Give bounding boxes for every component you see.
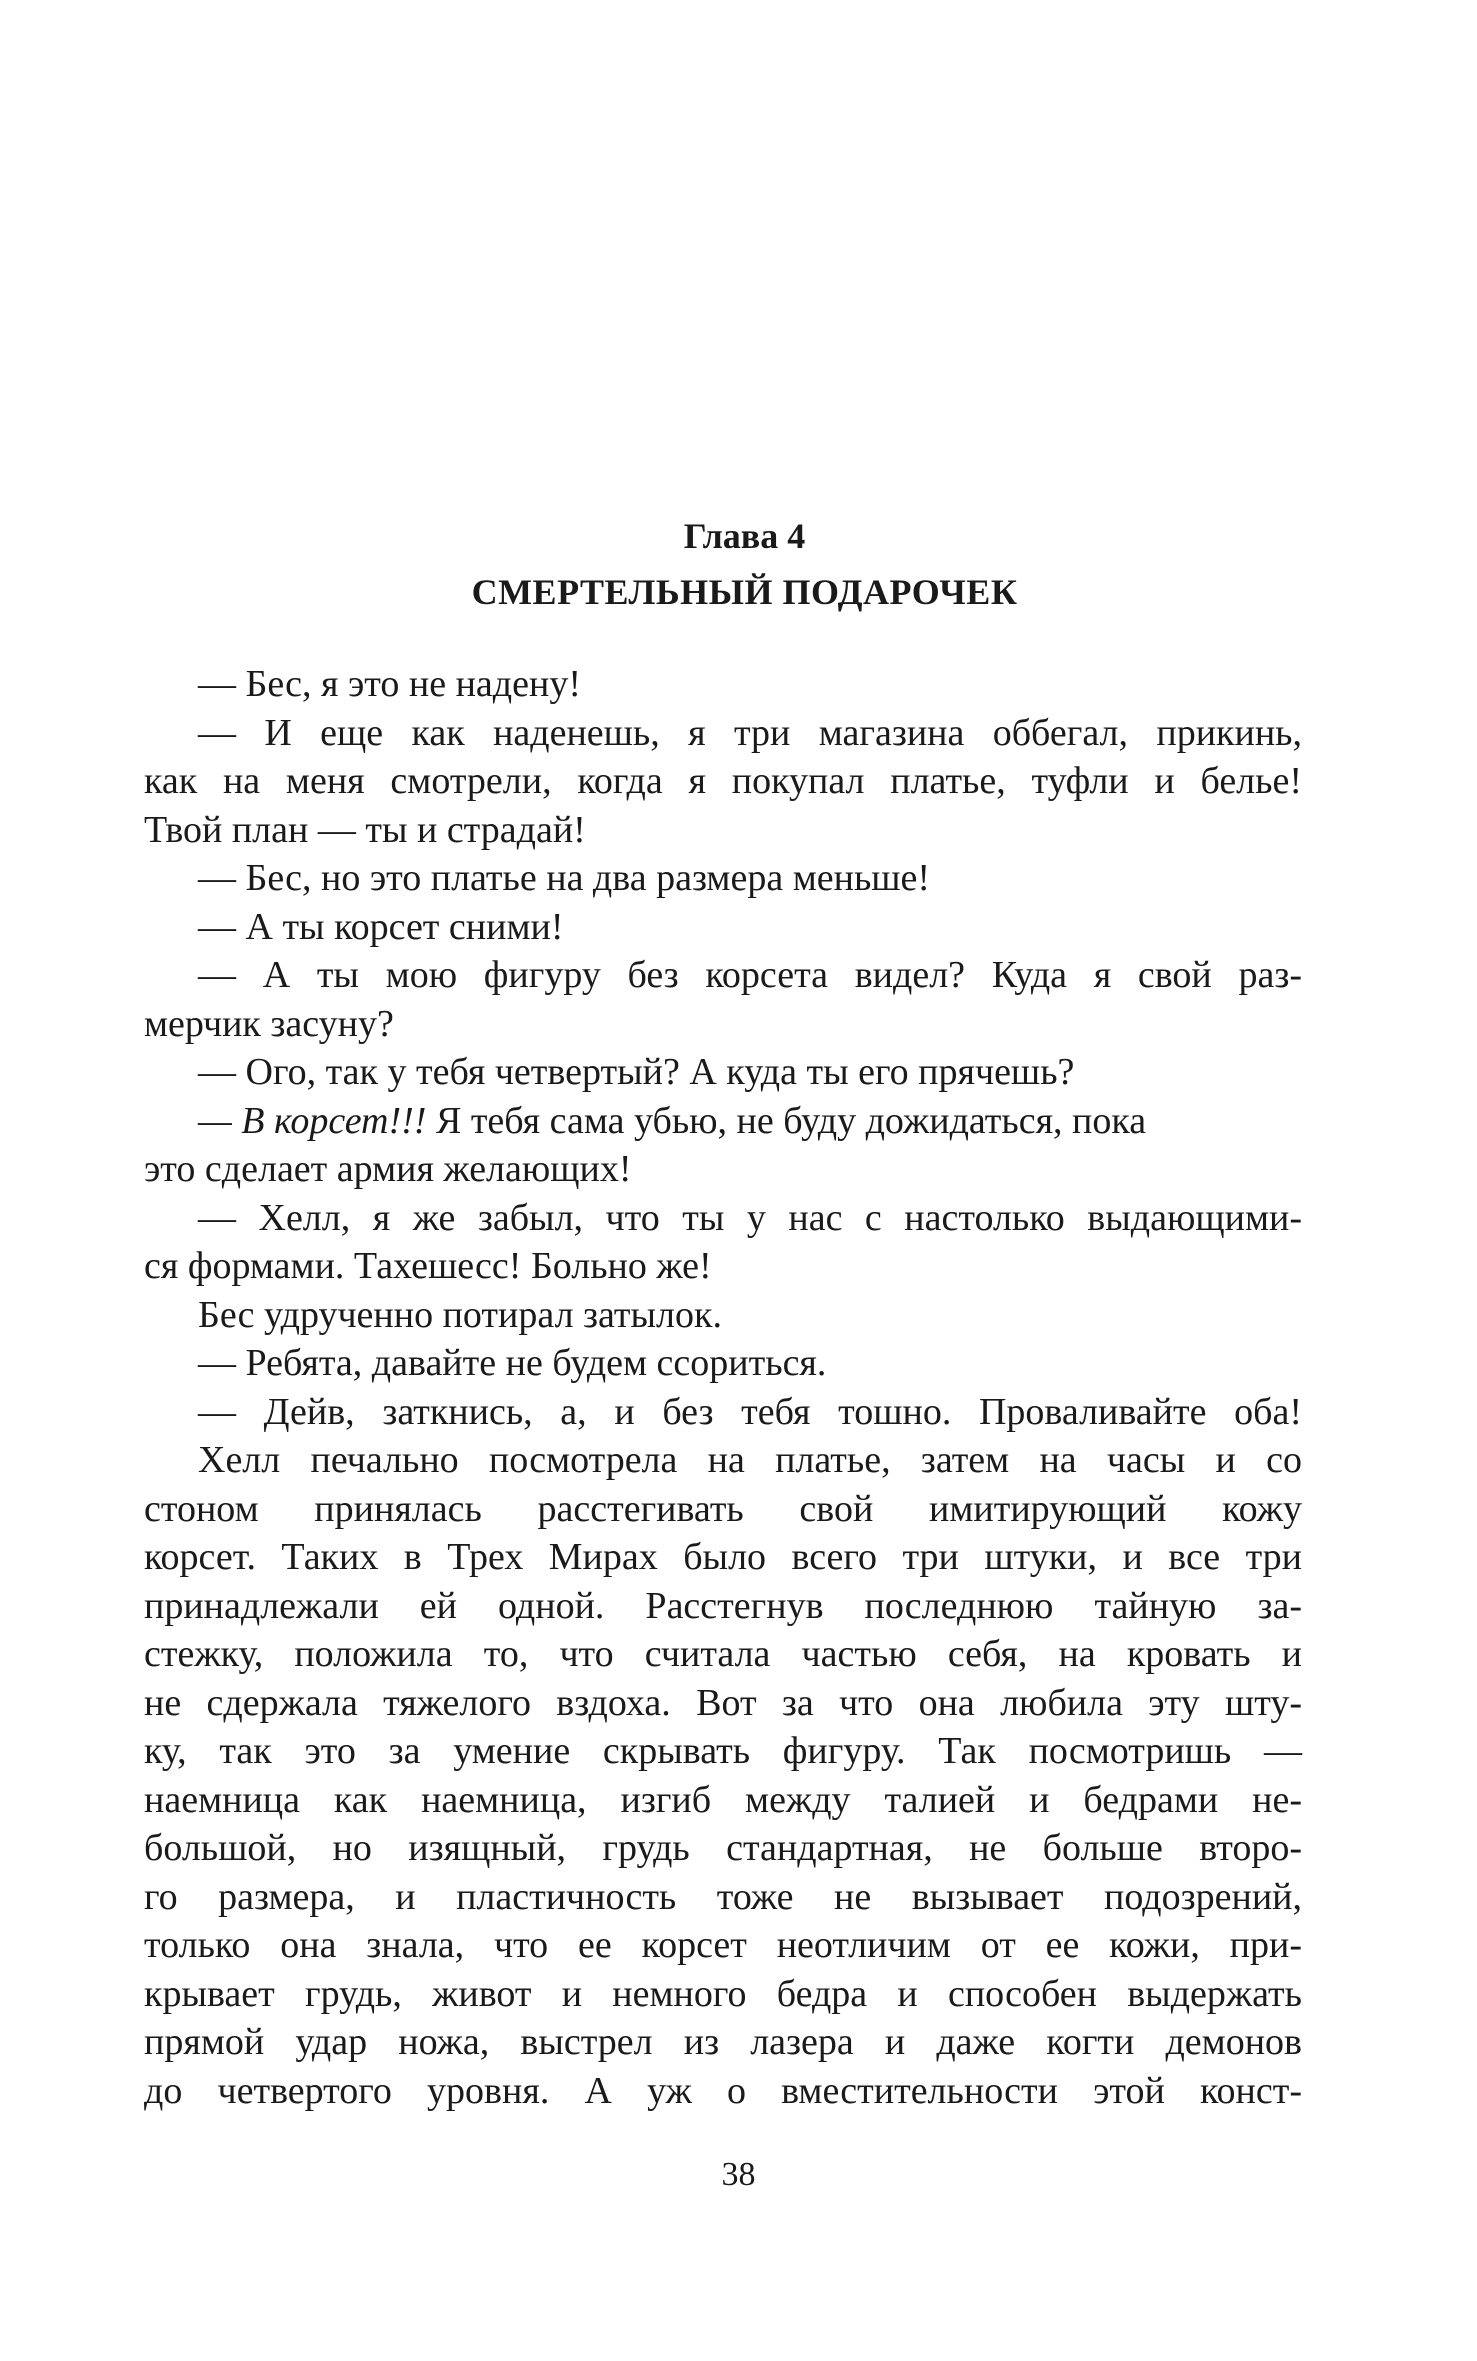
page-number: 38 xyxy=(721,2156,756,2193)
text-line: до четвертого уровня. А уж о вместительности этой конст- xyxy=(144,2069,1302,2112)
chapter-number: Глава 4 xyxy=(683,516,806,556)
text-line: наемница как наемница, изгиб между талией и бедрами не- xyxy=(144,1778,1302,1821)
text-line: — А ты мою фигуру без корсета видел? Куда я свой раз- xyxy=(198,954,1302,996)
text-line: ся формами. Тахешесс! Больно же! xyxy=(144,1245,712,1287)
text-line: стоном принялась расстегивать свой имитирующий кожу xyxy=(144,1487,1302,1530)
text-line: стежку, положила то, что считала частью себя, на кровать и xyxy=(144,1633,1302,1675)
text-line: Бес удрученно потирал затылок. xyxy=(198,1293,722,1336)
text-line: как на меня смотрели, когда я покупал платье, туфли и белье! xyxy=(144,760,1302,802)
text-line: — А ты корсет сними! xyxy=(198,905,564,948)
text-line: — Хелл, я же забыл, что ты у нас с настолько выдающими- xyxy=(198,1196,1302,1239)
text-line: мерчик засуну? xyxy=(144,1002,394,1045)
chapter-text xyxy=(144,660,1302,2115)
text-line: го размера, и пластичность тоже не вызывает подозрений, xyxy=(144,1875,1302,1918)
text-line: прямой удар ножа, выстрел из лазера и даже когти демонов xyxy=(144,2021,1302,2063)
text-line: — И еще как наденешь, я три магазина оббегал, прикинь, xyxy=(198,711,1302,754)
chapter-title: СМЕРТЕЛЬНЫЙ ПОДАРОЧЕК xyxy=(471,572,1018,612)
text-line: принадлежали ей одной. Расстегнув последнюю тайную за- xyxy=(144,1584,1302,1627)
text-line: ку, так это за умение скрывать фигуру. Так посмотришь — xyxy=(144,1730,1302,1772)
text-line-mixed xyxy=(144,1097,1302,1146)
text-line: — Бес, но это платье на два размера меньше! xyxy=(198,857,931,899)
text-line: большой, но изящный, грудь стандартная, не больше второ- xyxy=(144,1827,1302,1869)
text-line: — Ого, так у тебя четвертый? А куда ты его прячешь? xyxy=(198,1051,1075,1093)
text-line: не сдержала тяжелого вздоха. Вот за что она любила эту шту- xyxy=(144,1681,1302,1724)
text-line: — Бес, я это не надену! xyxy=(198,663,581,705)
chapter-header xyxy=(0,508,1477,620)
text-line-rest: Я тебя сама убью, не буду дожидаться, пока xyxy=(426,1099,1147,1142)
text-line: — Ребята, давайте не будем ссориться. xyxy=(198,1342,827,1384)
text-line: — Дейв, заткнись, а, и без тебя тошно. Проваливайте оба! xyxy=(198,1390,1302,1433)
text-line: только она знала, что ее корсет неотличим от ее кожи, при- xyxy=(144,1924,1302,1966)
text-line: Хелл печально посмотрела на платье, затем на часы и со xyxy=(198,1439,1302,1481)
text-line: это сделает армия желающих! xyxy=(144,1148,632,1190)
text-line: крывает грудь, живот и немного бедра и способен выдержать xyxy=(144,1972,1302,2015)
italic-emphasis: — В корсет!!! xyxy=(198,1099,427,1142)
text-line: Твой план — ты и страдай! xyxy=(144,808,586,851)
text-line: корсет. Таких в Трех Мирах было всего три штуки, и все три xyxy=(144,1536,1302,1578)
